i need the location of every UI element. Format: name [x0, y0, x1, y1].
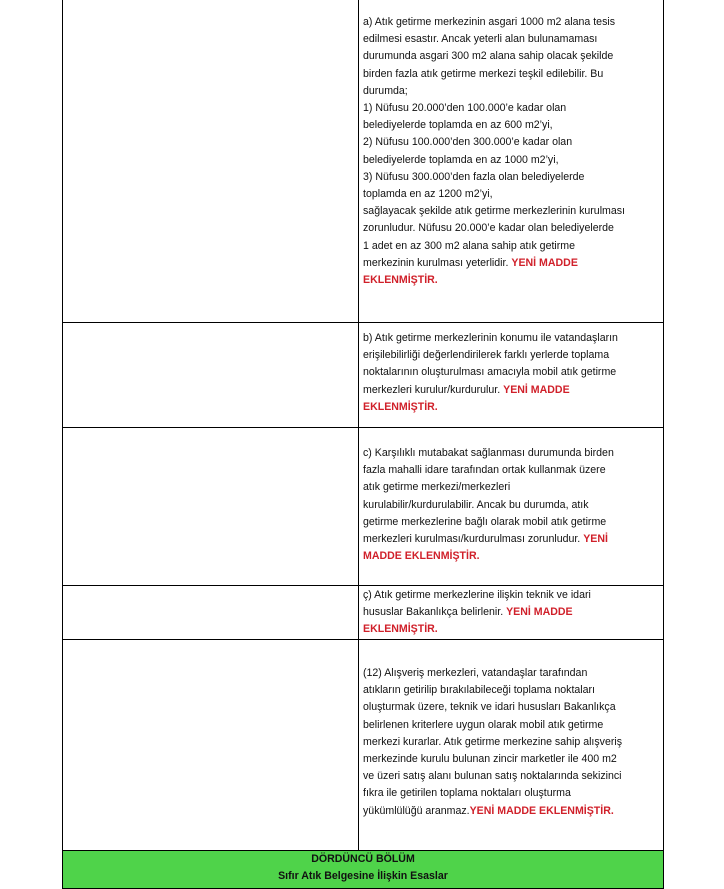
text-line: hususlar Bakanlıkça belirlenir. YENİ MADDE — [363, 606, 573, 619]
amendment-tag: MADDE EKLENMİŞTİR. — [363, 550, 480, 563]
left-cell-empty — [62, 427, 359, 585]
right-cell-text — [359, 427, 664, 585]
left-cell-empty — [62, 322, 359, 427]
text-line: atıkların getirilip bırakılabileceği toplama noktaları — [363, 684, 596, 697]
right-cell-text — [359, 640, 664, 850]
text-line: c) Karşılıklı mutabakat sağlanması durumunda birden — [363, 447, 614, 459]
text-line: belediyelerde toplamda en az 1000 m2’yi, — [363, 153, 559, 166]
amendment-tag: YENİ MADDE — [503, 383, 570, 396]
table-row-cc — [62, 585, 664, 640]
right-cell-text — [359, 0, 664, 322]
text-line: ve üzeri satış alanı bulunan satış noktalarında sekizinci — [363, 770, 622, 783]
right-cell-text — [359, 322, 664, 427]
paragraph-a — [363, 14, 657, 289]
text-line: oluşturmak üzere, teknik ve idari hususları Bakanlıkça — [363, 701, 616, 714]
text-line: kurulabilir/kurdurulabilir. Ancak bu durumda, atık — [363, 498, 589, 511]
text-line: toplamda en az 1200 m2’yi, — [363, 188, 493, 201]
left-cell-empty — [62, 640, 359, 850]
text-line: 1) Nüfusu 20.000’den 100.000’e kadar olan — [363, 102, 567, 115]
text-line: edilmesi esastır. Ancak yeterli alan bulunamaması — [363, 33, 598, 46]
paragraph-b — [363, 330, 657, 416]
text-line: birden fazla atık getirme merkezi teşkil edilebilir. Bu — [363, 67, 604, 80]
amendment-tag: EKLENMİŞTİR. — [363, 274, 438, 287]
text-line: sağlayacak şekilde atık getirme merkezlerinin kurulması — [363, 205, 626, 218]
table-row-b — [62, 322, 664, 427]
text-line: merkezleri kurulur/kurdurulur. YENİ MADDE — [363, 383, 570, 396]
amendment-tag: EKLENMİŞTİR. — [363, 400, 438, 413]
amendment-tag: YENİ MADDE — [506, 606, 573, 619]
text-line: merkezleri kurulması/kurdurulması zorunludur. YENİ — [363, 533, 608, 546]
table-row-c — [62, 427, 664, 585]
text-line: 1 adet en az 300 m2 alana sahip atık getirme — [363, 239, 576, 252]
text-line: noktalarının oluşturulması amacıyla mobil atık getirme — [363, 366, 617, 379]
text-line: merkezi kurarlar. Atık getirme merkezine sahip alışveriş — [363, 735, 623, 748]
text-line: belediyelerde toplamda en az 600 m2’yi, — [363, 119, 553, 132]
text-line: belirlenen kriterlere uygun olarak mobil atık getirme — [363, 718, 604, 731]
table-row-a — [62, 0, 664, 322]
amendment-tag: YENİ MADDE EKLENMİŞTİR. — [469, 804, 614, 817]
table-row-12 — [62, 640, 664, 850]
right-cell-text — [359, 585, 664, 640]
left-cell-empty — [62, 585, 359, 640]
text-line: getirme merkezlerine bağlı olarak mobil atık getirme — [363, 515, 607, 528]
text-line: fıkra ile getirilen toplama noktaları oluşturma — [363, 787, 571, 800]
section-header — [62, 850, 664, 889]
paragraph-cc — [363, 587, 657, 639]
text-line: a) Atık getirme merkezinin asgari 1000 m2 alana tesis — [363, 16, 616, 28]
text-line: yükümlülüğü aranmaz.YENİ MADDE EKLENMİŞTİR. — [363, 804, 614, 817]
text-line: b) Atık getirme merkezlerinin konumu ile vatandaşların — [363, 332, 618, 344]
text-line: merkezinin kurulması yeterlidir. YENİ MADDE — [363, 256, 578, 269]
text-line: (12) Alışveriş merkezleri, vatandaşlar tarafından — [363, 667, 588, 679]
section-heading: DÖRDÜNCÜ BÖLÜM — [311, 853, 415, 865]
text-line: durumunda asgari 300 m2 alana sahip olacak şekilde — [363, 50, 614, 63]
text-line: 2) Nüfusu 100.000’den 300.000’e kadar olan — [363, 136, 573, 149]
text-line: merkezinde kurulu bulunan zincir marketler ile 400 m2 — [363, 753, 617, 766]
text-line: durumda; — [363, 84, 408, 97]
text-line: ç) Atık getirme merkezlerine ilişkin teknik ve idari — [363, 589, 591, 601]
text-line: fazla mahalli idare tarafından ortak kullanmak üzere — [363, 464, 606, 477]
section-subheading: Sıfır Atık Belgesine İlişkin Esaslar — [278, 870, 448, 882]
left-cell-empty — [62, 0, 359, 322]
regulation-table — [62, 0, 664, 889]
amendment-tag: EKLENMİŞTİR. — [363, 623, 438, 636]
text-line: atık getirme merkezi/merkezleri — [363, 481, 511, 494]
paragraph-c — [363, 445, 657, 565]
text-line: 3) Nüfusu 300.000’den fazla olan belediyelerde — [363, 170, 585, 183]
text-line: erişilebilirliği değerlendirilerek farklı yerlerde toplama — [363, 349, 610, 362]
amendment-tag: YENİ — [583, 533, 608, 546]
paragraph-12 — [363, 665, 657, 820]
amendment-tag: YENİ MADDE — [511, 256, 578, 269]
text-line: zorunludur. Nüfusu 20.000’e kadar olan belediyelerde — [363, 222, 614, 235]
